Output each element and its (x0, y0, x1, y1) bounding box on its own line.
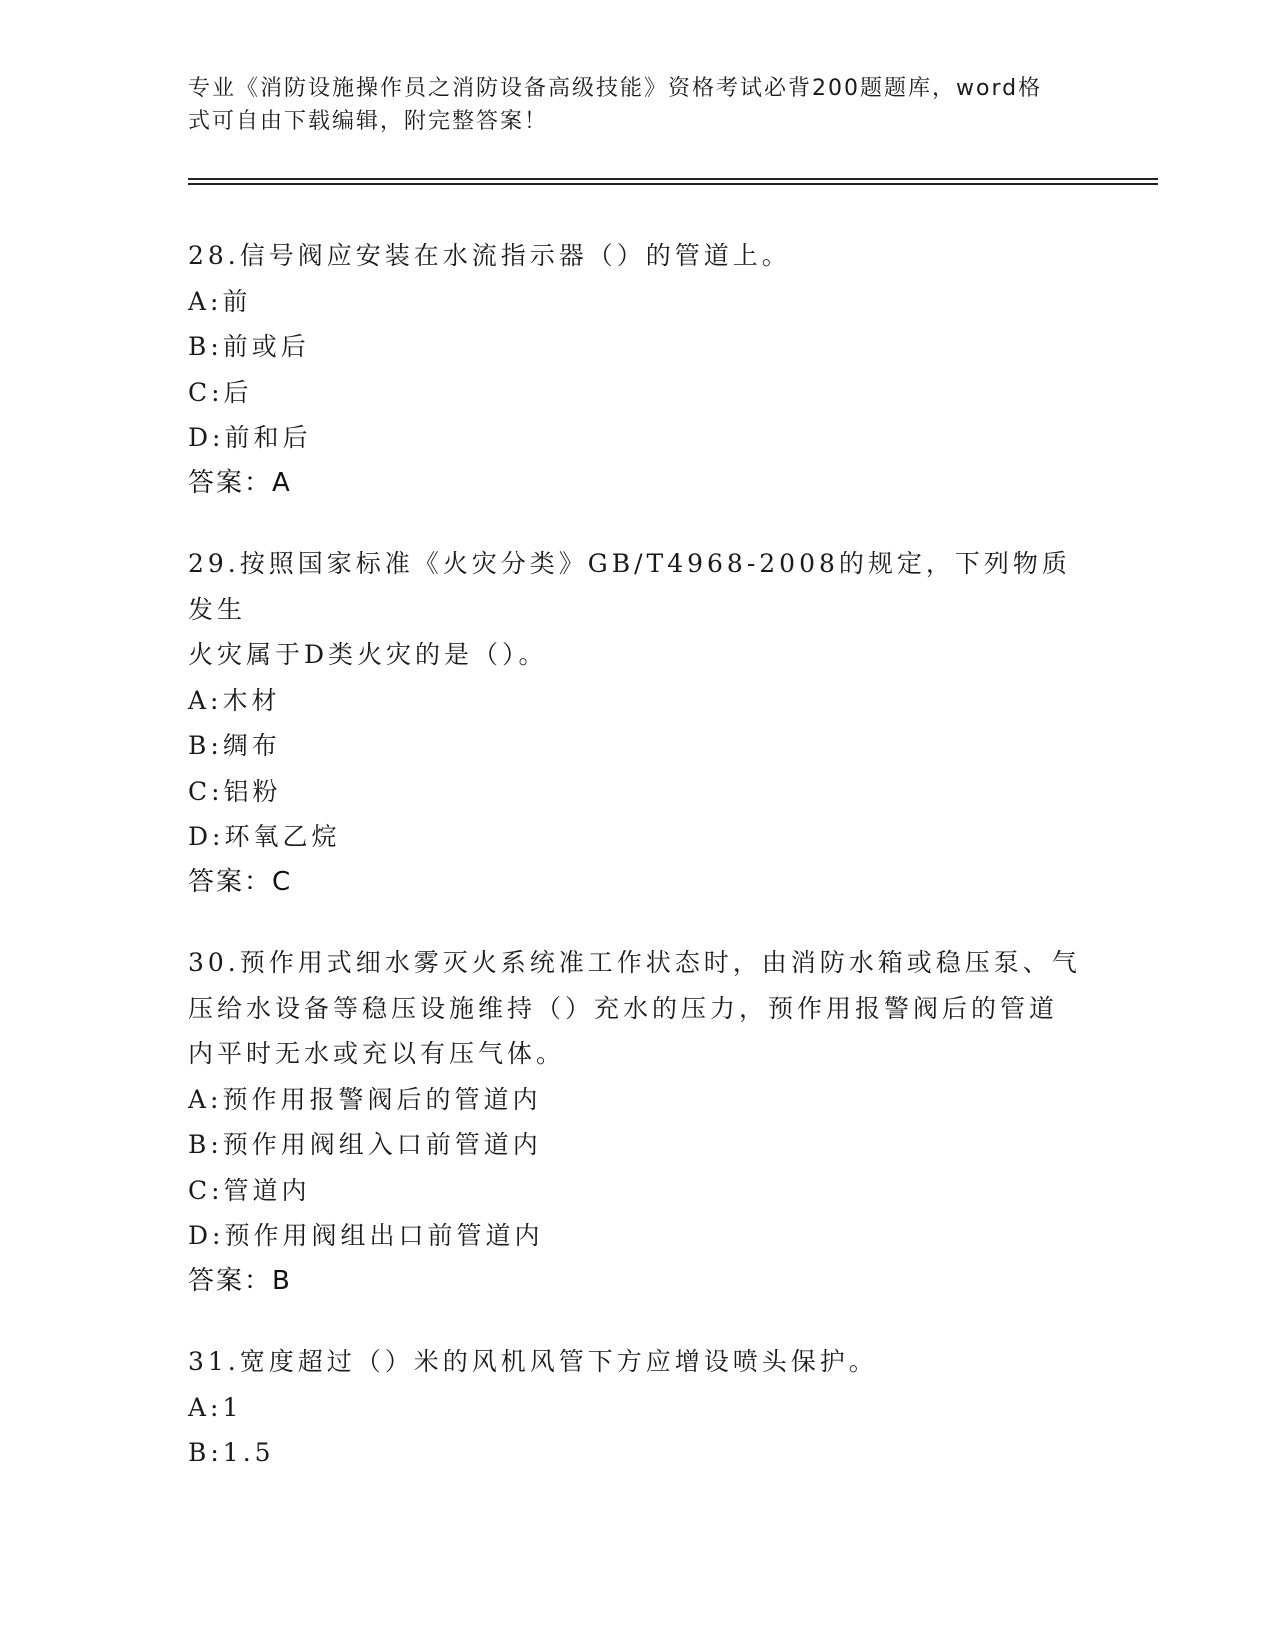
option-a: A:前 (188, 286, 252, 316)
option-b: B:绸布 (188, 731, 281, 760)
header-line-1: 专业《消防设施操作员之消防设备高级技能》资格考试必背200题题库，word格 (188, 76, 1043, 101)
option-d: D:环氧乙烷 (188, 822, 341, 851)
option-b: B:1.5 (188, 1438, 275, 1467)
answer: 答案：A (188, 467, 292, 498)
question-28 (188, 233, 1088, 506)
option-a: A:预作用报警阀后的管道内 (188, 1084, 542, 1114)
option-c: C:后 (188, 377, 253, 407)
option-b: B:预作用阀组入口前管道内 (188, 1130, 542, 1159)
header-divider-top (188, 178, 1158, 180)
question-text: 31.宽度超过（）米的风机风管下方应增设喷头保护。 (188, 1347, 878, 1376)
header-divider-bottom (188, 183, 1158, 185)
option-a: A:木材 (188, 685, 281, 715)
question-text: 内平时无水或充以有压气体。 (188, 1039, 566, 1068)
option-c: C:管道内 (188, 1175, 311, 1205)
option-c: C:铝粉 (188, 776, 282, 806)
option-b: B:前或后 (188, 332, 310, 361)
option-a: A:1 (188, 1392, 243, 1422)
question-text: 30.预作用式细水雾灭火系统准工作状态时，由消防水箱或稳压泵、气 (188, 948, 1081, 977)
answer: 答案：B (188, 1265, 292, 1296)
question-text: 28.信号阀应安装在水流指示器（）的管道上。 (188, 241, 791, 270)
question-text: 火灾属于D类火灾的是（）。 (188, 640, 548, 669)
option-d: D:前和后 (188, 423, 312, 452)
question-text: 压给水设备等稳压设施维持（）充水的压力，预作用报警阀后的管道 (188, 993, 1059, 1023)
question-text: 29.按照国家标准《火灾分类》GB/T4968-2008的规定，下列物质发生 (188, 549, 1071, 624)
question-31 (188, 1339, 1088, 1476)
question-29 (188, 541, 1088, 905)
question-30 (188, 940, 1088, 1304)
document-header (188, 72, 1068, 138)
question-list (188, 233, 1088, 1511)
answer: 答案：C (188, 866, 293, 897)
option-d: D:预作用阀组出口前管道内 (188, 1221, 544, 1250)
header-line-2: 式可自由下载编辑，附完整答案！ (188, 109, 549, 134)
